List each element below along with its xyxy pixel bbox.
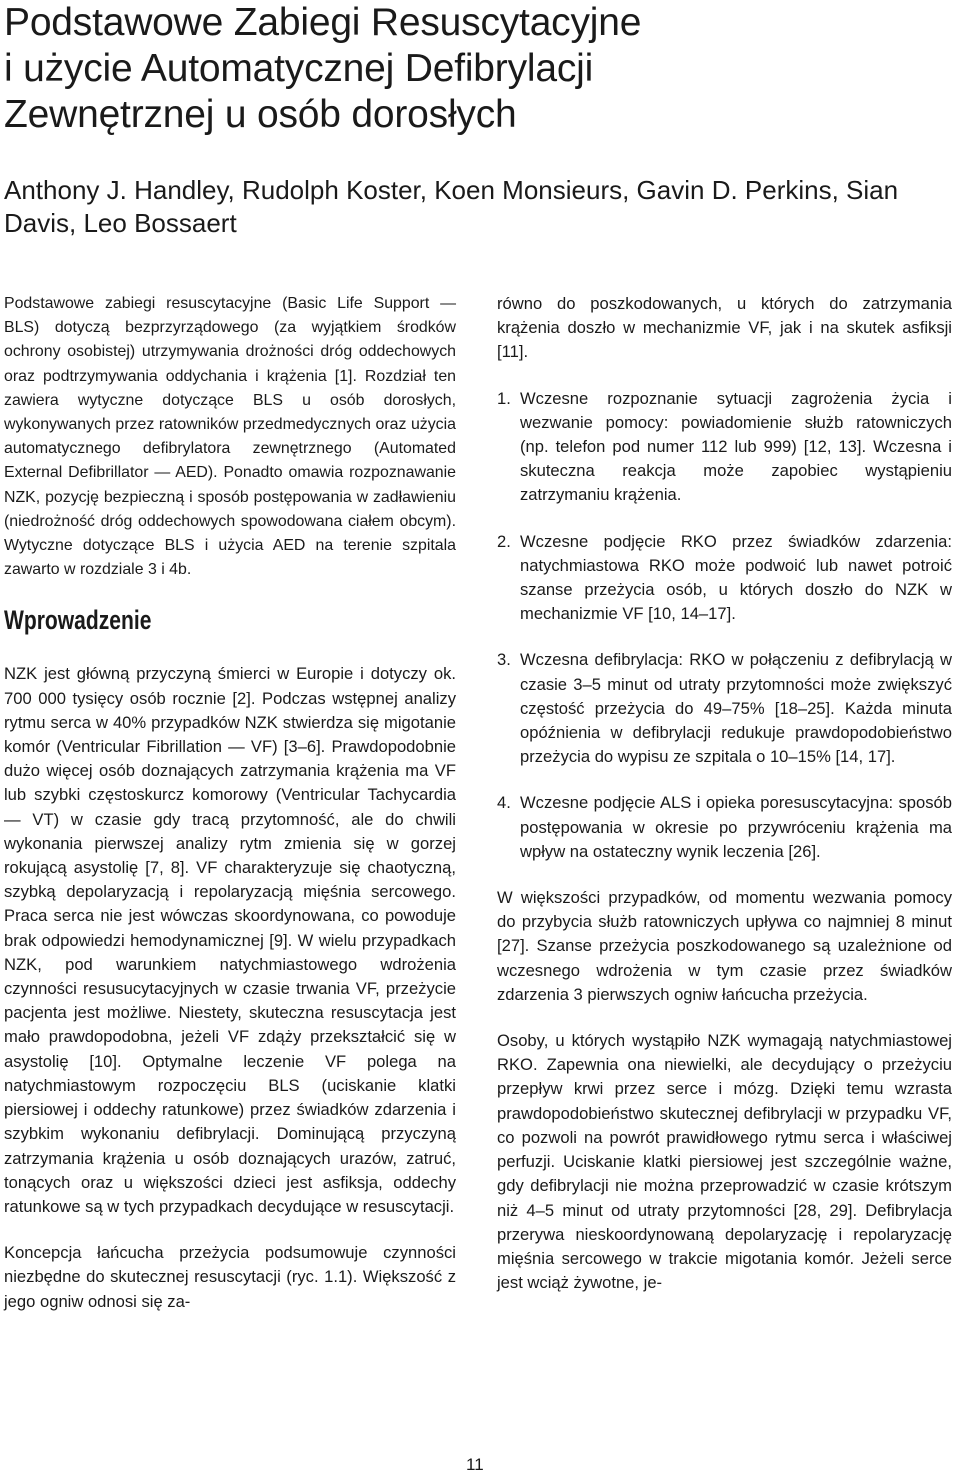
list-number: 2. <box>497 531 511 551</box>
list-item <box>497 530 952 627</box>
list-number: 4. <box>497 793 511 813</box>
list-item <box>497 648 952 769</box>
authors: Anthony J. Handley, Rudolph Koster, Koen Monsieurs, Gavin D. Perkins, Sian Davis, Leo Bossaert <box>4 175 899 238</box>
list-number: 3. <box>497 650 511 670</box>
list-item <box>497 387 952 508</box>
body-paragraph: W większości przypadków, od momentu wezwania pomocy do przybycia służb ratowniczych upływa co najmniej 8 minut [27]. Szanse przeżycia poszkodowanego są uzależnione od wczesnego wdrożenia w tym czasie przez świadków zdarzenia 3 pierwszych ogniw łańcucha przeżycia. <box>497 888 952 1004</box>
list-item-text: Wczesne rozpoznanie sytuacji zagrożenia życia i wezwanie pomocy: powiadomienie służb ratowniczych (np. telefon pod numer 112 lub 999) [12, 13]. Wczesna i skuteczna reakcja może zapobiec wystąpieniu zatrzymaniu krążenia. <box>520 388 952 505</box>
list-item-text: Wczesna defibrylacja: RKO w połączeniu z defibrylacją w czasie 3–5 minut od utraty przytomności może zwiększyć częstość przeżycia do 49–75% [18–25]. Każda minuta opóźnienia w defibrylacji redukuje prawdopodobieństwo przeżycia do wypisu ze szpitala o 10–15% [14, 17]. <box>520 650 952 767</box>
body-paragraph: NZK jest główną przyczyną śmierci w Europie i dotyczy ok. 700 000 tysięcy osób rocznie [2]. Podczas wstępnej analizy rytmu serca w 40% przypadków NZK stwierdza się migotanie komór (Ventricular Fibrillation — VF) [3–6]. Prawdopodobnie dużo więcej osób doznających zatrzymania krążenia ma VF lub szybki częstoskurcz komorowy (Ventricular Tachycardia — VT) w czasie gdy tracą przytomność, ale do chwili wykonania pierwszej analizy rytm zmienia się w gorzej rokującą asystolię [7, 8]. VF charakteryzuje się chaotyczną, szybką depolaryzacją i repolaryzacją mięśnia sercowego. Praca serca nie jest wówczas skoordynowana, co powoduje brak odpowiedzi hemodynamicznej [9]. W wielu przypadkach NZK, pod warunkiem natychmiastowego wdrożenia czynności resusucytacyjnych w czasie trwania VF, przeżycie pacjenta jest możliwe. Niestety, skuteczna resuscytacja jest mało prawdopodobna, jeżeli VF zdąży przekształcić się w asystolię [10]. Optymalne leczenie VF polega na natychmiastowym rozpoczęciu BLS (uciskanie klatki piersiowej i oddechy ratunkowe) przez świadków zdarzenia i szybkim wykonaniu defibrylacji. Dominującą przyczyną zatrzymania krążenia u osób doznających urazów, zatruć, tonących oraz u większości dzieci jest asfiksja, oddechy ratunkowe są w tych przypadkach decydujące w resuscytacji. <box>4 664 456 1216</box>
body-paragraph: Osoby, u których wystąpiło NZK wymagają natychmiastowej RKO. Zapewnia ona niewielki, ale decydujący o przeżyciu przepływ krwi przez serce i mózg. Dzięki temu wzrasta prawdopodobieństwo skutecznej defibrylacji w przypadku VF, co pozwoli na powrót prawidłowego rytmu serca i właściwej perfuzji. Uciskanie klatki piersiowej jest szczególnie ważne, gdy defibrylacji nie można przeprowadzić w czasie krótszym niż 4–5 minut od utraty przytomności [28, 29]. Defibrylacja przerywa nieskoordynowaną depolaryzację i repolaryzację mięśnia sercowego w trakcie migotania komór. Jeżeli serce jest wciąż żywotne, je- <box>497 1031 952 1293</box>
list-item <box>497 791 952 864</box>
chain-of-survival-list <box>497 387 952 864</box>
document-title <box>4 0 944 138</box>
body-paragraph: Koncepcja łańcucha przeżycia podsumowuje czynności niezbędne do skutecznej resuscytacji (ryc. 1.1). Większość z jego ogniw odnosi się za- <box>4 1243 456 1311</box>
section-heading: Wprowadzenie <box>4 605 152 636</box>
list-item-text: Wczesne podjęcie RKO przez świadków zdarzenia: natychmiastowa RKO może podwoić lub nawet potroić szanse przeżycia osób, u których doszło do NZK w mechanizmie VF [10, 14–17]. <box>520 531 952 624</box>
abstract-paragraph: Podstawowe zabiegi resuscytacyjne (Basic Life Support — BLS) dotyczą bezprzyrządowego (za wyjątkiem środków ochrony osobistej) utrzymywania drożności dróg oddechowych oraz podtrzymywania oddychania i krążenia [1]. Rozdział ten zawiera wytyczne dotyczące BLS u osób dorosłych, wykonywanych przez ratowników przedmedycznych oraz użycia automatycznego defibrylatora zewnętrznego (Automated External Defibrillator — AED). Ponadto omawia rozpoznawanie NZK, pozycję bezpieczną i sposób postępowania w zadławieniu (niedrożność dróg oddechowych spowodowana ciałem obcym). Wytyczne dotyczące BLS i użycia AED na terenie szpitala zawarto w rozdziale 3 i 4b. <box>4 295 456 579</box>
right-column <box>497 292 952 1317</box>
title-line: Podstawowe Zabiegi Resuscytacyjne <box>4 1 642 44</box>
left-column <box>4 292 456 1336</box>
list-number: 1. <box>497 388 511 408</box>
list-item-text: Wczesne podjęcie ALS i opieka poresuscytacyjna: sposób postępowania w okresie po przywróceniu krążenia ma wpływ na ostateczny wynik leczenia [26]. <box>520 793 952 861</box>
body-paragraph: równo do poszkodowanych, u których do zatrzymania krążenia doszło w mechanizmie VF, jak i na skutek asfiksji [11]. <box>497 294 952 362</box>
title-line: Zewnętrznej u osób dorosłych <box>4 93 517 136</box>
page-number: 11 <box>466 1455 484 1474</box>
title-line: i użycie Automatycznej Defibrylacji <box>4 47 594 90</box>
